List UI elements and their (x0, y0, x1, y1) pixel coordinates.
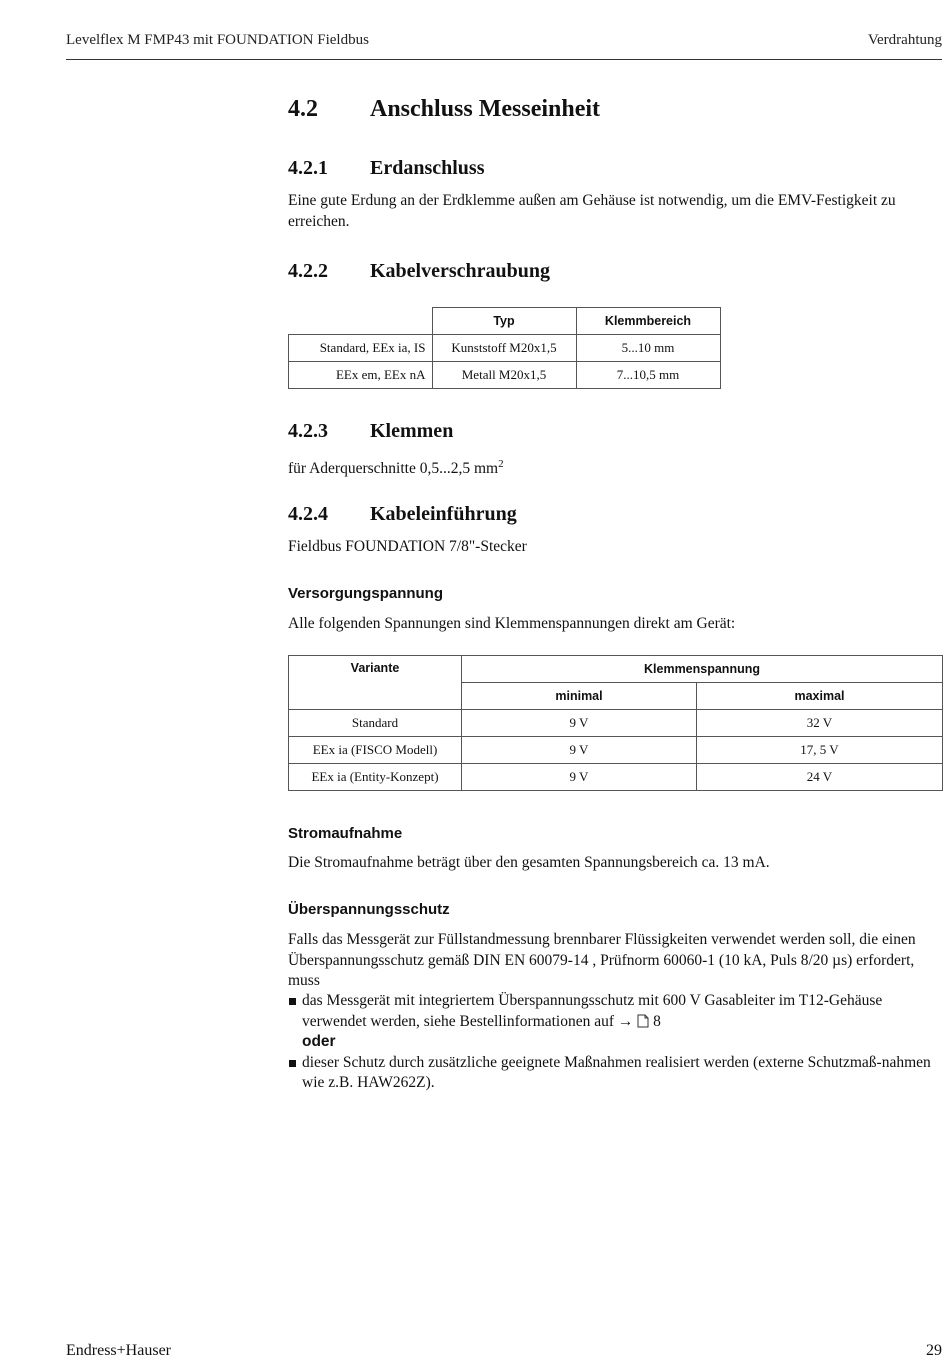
cell-minimal: 9 V (462, 764, 697, 791)
klemmen-heading (288, 420, 453, 443)
oder-label: oder (302, 1033, 336, 1050)
strom-heading: Stromaufnahme (288, 825, 403, 842)
section-title: Anschluss Messeinheit (370, 96, 601, 122)
page-reference-icon (637, 1014, 649, 1028)
cell-typ: Kunststoff M20x1,5 (432, 335, 576, 362)
cell-variante: EEx ia (Entity-Konzept) (289, 764, 462, 791)
cell-klemmbereich: 5...10 mm (576, 335, 720, 362)
table-row (289, 710, 943, 737)
list-item (288, 1053, 943, 1094)
footer-company: Endress+Hauser (66, 1342, 171, 1359)
list-item (288, 991, 943, 1053)
ueberspannung-text: Falls das Messgerät zur Füllstandmessung brennbarer Flüssigkeiten verwendet werden soll, die einen Überspannungsschutz gemäß DIN EN 60079-14 , Prüfnorm 60060-1 (10 kA, Puls 8/20 µs) erfordert, muss (288, 931, 916, 989)
table-row (289, 362, 721, 389)
arrow-right-icon: → (617, 1012, 634, 1030)
row-label: Standard, EEx ia, IS (289, 335, 433, 362)
kabeleinfuehrung-number: 4.2.4 (288, 503, 328, 525)
empty-header-cell (289, 308, 433, 335)
cell-maximal: 32 V (697, 710, 943, 737)
table-row (289, 764, 943, 791)
section-number: 4.2 (288, 96, 318, 122)
ueberspannung-heading: Überspannungsschutz (288, 901, 450, 918)
klemmen-text (288, 454, 943, 480)
header-chapter-title: Verdrahtung (867, 32, 942, 48)
cell-variante: EEx ia (FISCO Modell) (289, 737, 462, 764)
table-row (289, 335, 721, 362)
column-header-klemmenspannung: Klemmenspannung (462, 656, 943, 683)
klemmen-title: Klemmen (370, 420, 454, 442)
klemmen-text-body: für Aderquerschnitte 0,5...2,5 mm (288, 460, 499, 478)
kabeleinfuehrung-title: Kabeleinführung (370, 503, 517, 525)
column-header-variante: Variante (289, 656, 462, 710)
column-header-klemmbereich: Klemmbereich (576, 308, 720, 335)
versorgung-heading: Versorgungspannung (288, 585, 444, 602)
cell-klemmbereich: 7...10,5 mm (576, 362, 720, 389)
versorgung-text: Alle folgenden Spannungen sind Klemmenspannungen direkt am Gerät: (288, 615, 736, 632)
cell-maximal: 24 V (697, 764, 943, 791)
cell-maximal: 17, 5 V (697, 737, 943, 764)
header-document-title: Levelflex M FMP43 mit FOUNDATION Fieldbus (66, 32, 369, 48)
erdanschluss-heading (288, 157, 485, 180)
kabelverschraubung-heading (288, 260, 550, 283)
bullet-square-icon (289, 1060, 296, 1067)
klemmen-number: 4.2.3 (288, 420, 328, 442)
section-heading (288, 96, 600, 123)
erdanschluss-text: Eine gute Erdung an der Erdklemme außen am Gehäuse ist notwendig, um die EMV-Festigkeit zu erreichen. (288, 192, 896, 230)
kabelverschraubung-number: 4.2.2 (288, 260, 328, 282)
column-header-maximal: maximal (697, 683, 943, 710)
kabeleinfuehrung-text: Fieldbus FOUNDATION 7/8"-Stecker (288, 538, 527, 555)
table-header-row (289, 308, 721, 335)
kabeleinfuehrung-heading (288, 503, 517, 526)
table-header-row (289, 656, 943, 683)
klemmen-superscript: 2 (498, 458, 504, 470)
versorgung-table (288, 655, 943, 791)
kabelverschraubung-title: Kabelverschraubung (370, 260, 551, 282)
cell-typ: Metall M20x1,5 (432, 362, 576, 389)
kabelverschraubung-table (288, 307, 721, 389)
cell-minimal: 9 V (462, 737, 697, 764)
bullet-square-icon (289, 998, 296, 1005)
bullet1-text: das Messgerät mit integriertem Überspannungsschutz mit 600 V Gasableiter im T12-Gehäuse verwendet werden, siehe Bestellinformationen auf (302, 992, 883, 1030)
footer-page-number: 29 (926, 1342, 942, 1359)
erdanschluss-title: Erdanschluss (370, 157, 485, 179)
bullet2-text: dieser Schutz durch zusätzliche geeignete Maßnahmen realisiert werden (externe Schutzmaß-nahmen wie z.B. HAW262Z). (302, 1053, 931, 1091)
erdanschluss-number: 4.2.1 (288, 157, 328, 179)
cell-variante: Standard (289, 710, 462, 737)
header-divider (66, 59, 942, 60)
row-label: EEx em, EEx nA (289, 362, 433, 389)
ueberspannung-bullet-list (288, 991, 943, 1094)
column-header-minimal: minimal (462, 683, 697, 710)
page-reference-number: 8 (653, 1012, 661, 1030)
cell-minimal: 9 V (462, 710, 697, 737)
table-row (289, 737, 943, 764)
column-header-typ: Typ (432, 308, 576, 335)
strom-text: Die Stromaufnahme beträgt über den gesamten Spannungsbereich ca. 13 mA. (288, 854, 770, 871)
